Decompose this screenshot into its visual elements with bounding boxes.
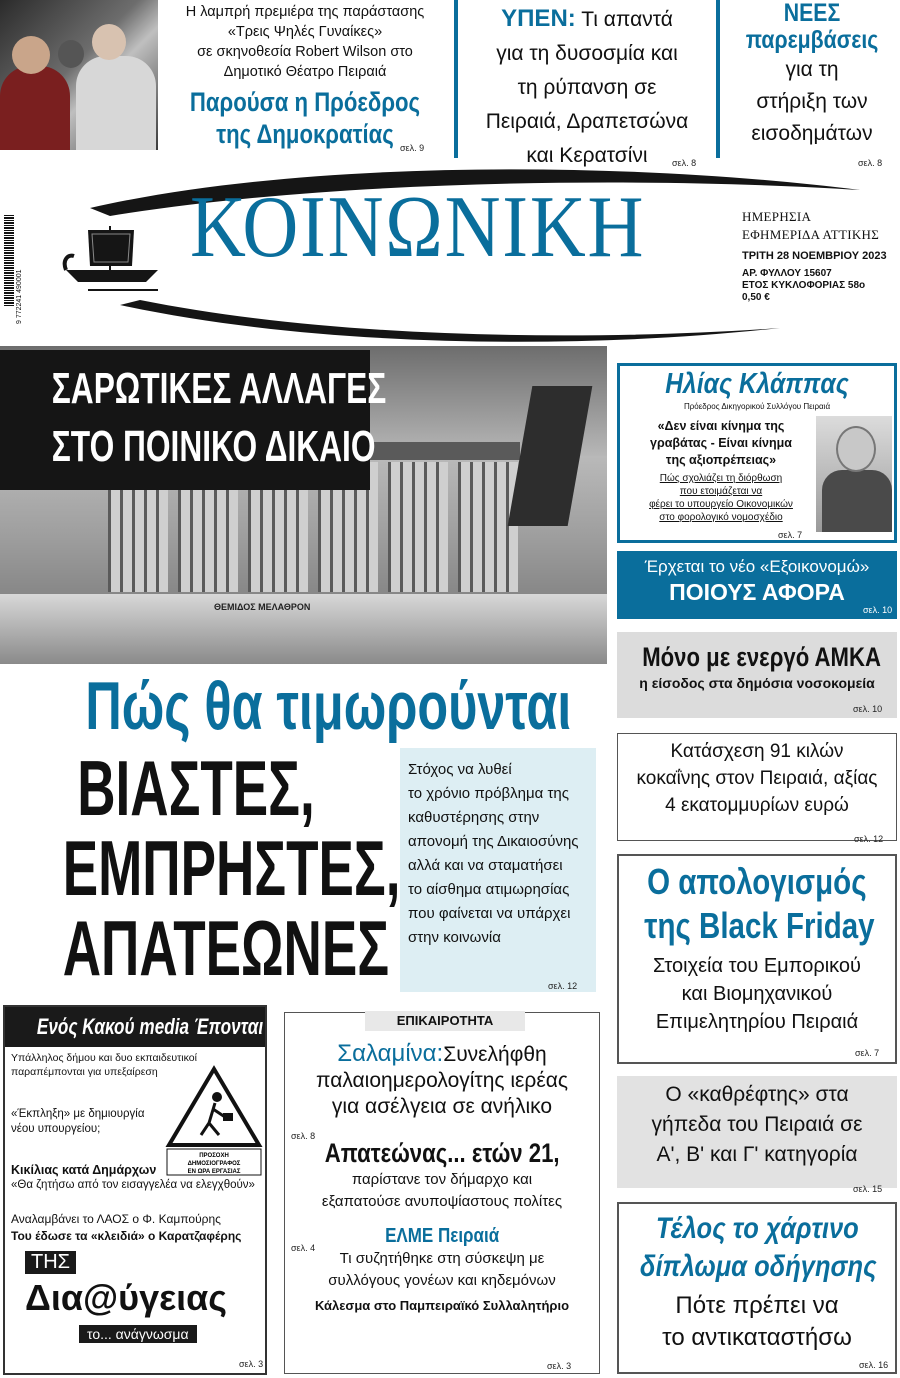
license-story[interactable] [617, 1202, 897, 1374]
black-friday-headline: Ο απολογισμός της Black Friday [644, 861, 875, 946]
stadiums-line: Ο «καθρέφτης» στα [665, 1083, 849, 1106]
main-kicker-box [0, 350, 387, 490]
column-divider [716, 0, 720, 158]
stadiums-line: γήπεδα του Πειραιά σε [651, 1113, 863, 1136]
page-ref: σελ. 10 [863, 605, 893, 615]
license-subtext: Πότε πρέπει να το αντικαταστήσω [662, 1292, 852, 1351]
premiere-line: Δημοτικό Θέατρο Πειραιά [223, 64, 387, 80]
ship-logo-icon [58, 220, 170, 300]
incomes-lead: ΝΕΕΣ παρεμβάσεις [745, 0, 879, 54]
cocaine-line: 4 εκατομμυρίων ευρώ [665, 795, 849, 816]
elme-subtext: Τι συζητήθηκε στη σύσκεψη με συλλόγους γονέων και κηδεμόνων [328, 1250, 556, 1289]
ypen-story[interactable] [462, 2, 712, 173]
page-ref: σελ. 4 [291, 1243, 316, 1253]
main-headline[interactable]: Πώς θα τιμωρούνται [85, 668, 572, 744]
incomes-story[interactable] [724, 0, 900, 150]
page-ref: σελ. 16 [859, 1360, 889, 1370]
page-ref: σελ. 8 [291, 1131, 316, 1141]
page-ref: σελ. 8 [858, 158, 883, 168]
media-title: Ενός Κακού media Έπονται [5, 1007, 265, 1047]
masthead-info [742, 208, 892, 304]
column-divider [454, 0, 458, 158]
section-label: ΕΠΙΚΑΙΡΟΤΗΤΑ [365, 1011, 525, 1031]
klappas-name: Ηλίας Κλάππας [665, 368, 849, 400]
premiere-line: «Τρεις Ψηλές Γυναίκες» [227, 24, 383, 40]
media-item: Υπάλληλος δήμου και δυο εκπαιδευτικοί παραπέμπονται για υπεξαίρεση [11, 1052, 197, 1078]
rally-call: Κάλεσμα στο Παμπειραϊκό Συλλαλητήριο [314, 1298, 570, 1313]
premiere-story[interactable] [162, 2, 448, 150]
klappas-subtext: Πώς σχολιάζει τη διόρθωση που ετοιμάζεται να φέρει το υπουργείο Οικονομικών στο φορολογικό νομοσχέδιο [649, 473, 793, 523]
ypen-line: Πειραιά, Δραπετσώνα [485, 110, 689, 133]
main-kicker: ΣΤΟ ΠΟΙΝΙΚΟ ΔΙΚΑΙΟ [51, 422, 376, 471]
klappas-quote: «Δεν είναι κίνημα της γραβάτας - Είναι κίνημα της αξιοπρέπειας» [650, 419, 792, 467]
barcode: 9 772241 490001 [4, 214, 14, 324]
klappas-photo [816, 416, 892, 532]
media-column[interactable] [3, 1005, 267, 1375]
page-ref: σελ. 10 [853, 704, 883, 714]
cocaine-line: Κατάσχεση 91 κιλών [670, 741, 844, 762]
media-item: «Έκπληξη» με δημιουργία νέου υπουργείου; [11, 1108, 145, 1135]
premiere-line: σε σκηνοθεσία Robert Wilson στο [197, 44, 413, 60]
black-friday-story[interactable] [617, 854, 897, 1064]
diavgeias-logo: ΤΗΣ Δια@ύγειας το... ανάγνωσμα [25, 1251, 228, 1342]
amka-line: η είσοδος στα δημόσια νοσοκομεία [639, 675, 875, 691]
ypen-line: και Κερατσίνι [526, 144, 648, 167]
page-ref: σελ. 7 [855, 1048, 880, 1058]
ypen-line: για τη δυσοσμία και [496, 42, 678, 65]
page-ref: σελ. 3 [239, 1359, 264, 1369]
cocaine-story[interactable] [617, 733, 897, 844]
page-ref: σελ. 12 [854, 834, 884, 844]
main-subhead: ΒΙΑΣΤΕΣ, ΕΜΠΡΗΣΤΕΣ, ΑΠΑΤΕΩΝΕΣ [62, 744, 401, 992]
sign-text: ΕΝ ΩΡΑ ΕΡΓΑΣΙΑΣ [187, 1169, 241, 1175]
black-friday-subtext: Στοιχεία του Εμπορικού και Βιομηχανικού Επιμελητηρίου Πειραιά [653, 955, 861, 1033]
fraudster-subtext: παρίστανε τον δήμαρχο και εξαπατούσε ανυποψίαστους πολίτες [321, 1171, 563, 1210]
media-item: Κικίλιας κατά Δημάρχων «Θα ζητήσω από τον εισαγγελέα να ελεγχθούν» [11, 1163, 255, 1191]
incomes-line: για τη [785, 58, 839, 81]
klappas-role: Πρόεδρος Δικηγορικού Συλλόγου Πειραιά [683, 402, 831, 411]
current-affairs-column[interactable] [284, 1012, 600, 1374]
main-teaser: Στόχος να λυθεί το χρόνιο πρόβλημα της καθυστέρησης στην απονομή της Δικαιοσύνης αλλά και να σταματήσει το αίσθημα ατιμωρησίας που φαίνεται να υπάρχει στην κοινωνία σελ. 12 [400, 748, 596, 992]
exoikonomo-line: Έρχεται το νέο «Εξοικονομώ» [644, 557, 870, 576]
page-ref: σελ. 3 [547, 1361, 572, 1371]
sign-text: ΠΡΟΣΟΧΗ [199, 1153, 229, 1159]
main-kicker: ΣΑΡΩΤΙΚΕΣ ΑΛΛΑΓΕΣ [51, 364, 387, 413]
president-photo [0, 0, 158, 150]
elme-headline[interactable]: ΕΛΜΕ Πειραιά [384, 1225, 500, 1247]
newspaper-title[interactable]: ΚΟΙΝΩΝΙΚΗ [190, 179, 646, 276]
issue-number: ΑΡ. ΦΥΛΛΟΥ 15607 [742, 268, 832, 279]
amka-headline: Μόνο με ενεργό ΑΜΚΑ [642, 642, 881, 672]
stadiums-story[interactable] [617, 1076, 897, 1194]
issue-date: ΤΡΙΤΗ 28 ΝΟΕΜΒΡΙΟΥ 2023 [742, 250, 887, 262]
page-ref: σελ. 7 [778, 530, 803, 540]
premiere-line: Η λαμπρή πρεμιέρα της παράστασης [185, 4, 425, 20]
salamina-story[interactable]: Σαλαμίνα:Συνελήφθη παλαιοημερολογίτης ιερέας για ασέλγεια σε ανήλικο [316, 1040, 568, 1118]
license-headline: Τέλος το χάρτινο δίπλωμα οδήγησης [639, 1212, 877, 1283]
fraudster-headline[interactable]: Απατεώνας... ετών 21, [324, 1138, 560, 1168]
masthead-subtitle: ΗΜΕΡΗΣΙΑ [742, 209, 812, 224]
masthead-subtitle: ΕΦΗΜΕΡΙΔΑ ΑΤΤΙΚΗΣ [742, 227, 880, 242]
incomes-line: στήριξη των [756, 90, 868, 113]
premiere-headline: Παρούσα η Πρόεδρος της Δημοκρατίας [189, 87, 421, 149]
exoikonomo-story[interactable] [617, 551, 897, 619]
page-ref: σελ. 9 [400, 143, 425, 153]
issue-price: 0,50 € [742, 292, 770, 303]
incomes-line: εισοδημάτων [751, 122, 873, 145]
stadiums-line: Α', Β' και Γ' κατηγορία [656, 1143, 858, 1166]
sign-text: ΔΗΜΟΣΙΟΓΡΑΦΟΣ [187, 1161, 241, 1167]
building-sign: ΘΕΜΙΔΟΣ ΜΕΛΑΘΡΟΝ [214, 602, 311, 612]
warning-sign-icon [165, 1065, 263, 1177]
ypen-line: Τι απαντά [581, 8, 673, 31]
cocaine-line: κοκαΐνης στον Πειραιά, αξίας [636, 768, 878, 789]
exoikonomo-headline: ΠΟΙΟΥΣ ΑΦΟΡΑ [669, 579, 845, 605]
ypen-line: τη ρύπανση σε [517, 76, 657, 99]
media-item: Αναλαμβάνει το ΛΑΟΣ ο Φ. Καμπούρης Του έδωσε τα «κλειδιά» ο Καρατζαφέρης [11, 1212, 242, 1243]
page-ref: σελ. 15 [853, 1184, 883, 1194]
issue-year: ΕΤΟΣ ΚΥΚΛΟΦΟΡΙΑΣ 58ο [742, 280, 866, 291]
ypen-lead: ΥΠΕΝ: [501, 5, 576, 32]
page-ref: σελ. 8 [672, 158, 697, 168]
amka-story[interactable] [617, 632, 897, 718]
klappas-story[interactable] [617, 363, 897, 543]
page-ref: σελ. 12 [548, 981, 578, 991]
